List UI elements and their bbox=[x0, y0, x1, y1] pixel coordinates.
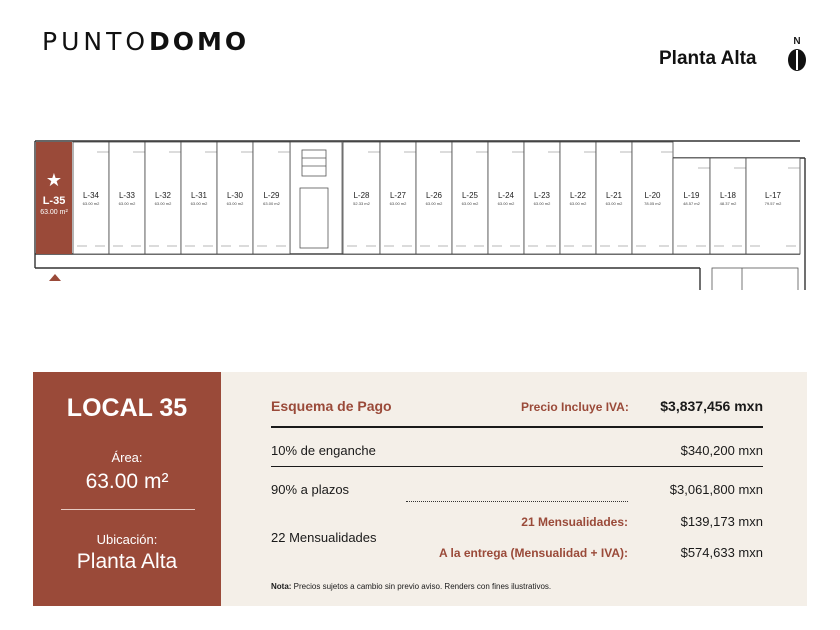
unit-l-23[interactable] bbox=[524, 142, 560, 254]
unit-area: 48.37 m2 bbox=[719, 201, 737, 206]
unit-area: 63.00 m2 bbox=[82, 201, 100, 206]
compass-label: N bbox=[793, 36, 801, 47]
unit-area: 63.00 m2 bbox=[118, 201, 136, 206]
down-payment-value: $340,200 mxn bbox=[680, 443, 763, 458]
area-value: 63.00 m² bbox=[85, 470, 169, 493]
unit-label: L-20 bbox=[644, 191, 661, 200]
installments-label: 22 Mensualidades bbox=[271, 530, 377, 545]
unit-area: 63.00 m2 bbox=[190, 201, 208, 206]
local-summary-panel bbox=[33, 372, 221, 606]
stair-core bbox=[290, 142, 342, 254]
unit-label: L-29 bbox=[263, 191, 280, 200]
unit-l-28[interactable] bbox=[343, 142, 380, 254]
star-icon: ★ bbox=[45, 170, 63, 190]
unit-area: 63.00 m2 bbox=[569, 201, 587, 206]
unit-l-32[interactable] bbox=[145, 142, 181, 254]
term-value: $3,061,800 mxn bbox=[669, 482, 763, 497]
unit-area: 63.00 m2 bbox=[263, 201, 280, 206]
price-value: $3,837,456 mxn bbox=[660, 398, 763, 414]
unit-l-21[interactable] bbox=[596, 142, 632, 254]
location-value: Planta Alta bbox=[76, 550, 178, 573]
unit-label: L-27 bbox=[389, 191, 407, 200]
header-rule bbox=[271, 426, 763, 428]
unit-l-34[interactable] bbox=[73, 142, 109, 254]
unit-l-22[interactable] bbox=[560, 142, 596, 254]
term-label: 90% a plazos bbox=[271, 482, 350, 497]
unit-area: 63.00 m2 bbox=[154, 201, 172, 206]
unit-area: 78.05 m2 bbox=[644, 201, 661, 206]
delivery-label: A la entrega (Mensualidad + IVA): bbox=[438, 546, 628, 560]
unit-l-33[interactable] bbox=[109, 142, 145, 254]
unit-label: L-31 bbox=[190, 191, 208, 200]
price-label: Precio Incluye IVA: bbox=[521, 400, 629, 414]
unit-label: L-25 bbox=[461, 191, 479, 200]
unit-l-19[interactable] bbox=[673, 158, 710, 254]
unit-area: 79.57 m2 bbox=[764, 201, 782, 206]
unit-label: L-22 bbox=[569, 191, 587, 200]
unit-l-25[interactable] bbox=[452, 142, 488, 254]
unit-area: 63.00 m² bbox=[40, 209, 68, 216]
down-payment-label: 10% de enganche bbox=[271, 443, 376, 458]
payment-panel bbox=[221, 372, 807, 606]
unit-l-31[interactable] bbox=[181, 142, 217, 254]
unit-area: 63.00 m2 bbox=[497, 201, 515, 206]
location-marker-icon bbox=[49, 274, 61, 281]
payment-scheme-label: Esquema de Pago bbox=[271, 398, 392, 414]
unit-label: L-30 bbox=[226, 191, 244, 200]
unit-l-20[interactable] bbox=[632, 142, 673, 254]
unit-area: 63.00 m2 bbox=[226, 201, 244, 206]
unit-l-24[interactable] bbox=[488, 142, 524, 254]
floor-plan-drawing bbox=[0, 130, 840, 290]
unit-label: L-18 bbox=[719, 191, 737, 200]
area-label: Área: bbox=[111, 450, 143, 465]
dotted-leader bbox=[406, 501, 628, 502]
unit-area: 63.00 m2 bbox=[425, 201, 443, 206]
unit-label: L-28 bbox=[353, 191, 370, 200]
unit-area: 63.00 m2 bbox=[605, 201, 623, 206]
local-title: LOCAL 35 bbox=[66, 394, 188, 422]
logo-text-light: PUNTO bbox=[42, 27, 150, 56]
delivery-value: $574,633 mxn bbox=[680, 545, 763, 560]
divider bbox=[61, 509, 195, 510]
unit-l-27[interactable] bbox=[380, 142, 416, 254]
disclaimer-note bbox=[271, 582, 551, 591]
unit-l-29[interactable] bbox=[253, 142, 290, 254]
unit-label: L-33 bbox=[118, 191, 136, 200]
unit-label: L-17 bbox=[764, 191, 782, 200]
unit-label: L-34 bbox=[82, 191, 100, 200]
unit-label: L-23 bbox=[533, 191, 551, 200]
location-label: Ubicación: bbox=[96, 532, 158, 547]
unit-l-26[interactable] bbox=[416, 142, 452, 254]
unit-l-17[interactable] bbox=[746, 158, 800, 254]
monthly-label: 21 Mensualidades: bbox=[521, 515, 628, 529]
row-rule bbox=[271, 466, 763, 467]
unit-area: 63.00 m2 bbox=[389, 201, 407, 206]
unit-label: L-21 bbox=[605, 191, 623, 200]
unit-highlighted[interactable] bbox=[36, 142, 72, 254]
note-label: Nota: bbox=[271, 582, 292, 591]
plan-title: Planta Alta bbox=[659, 48, 757, 69]
unit-area: 52.33 m2 bbox=[353, 201, 370, 206]
brand-logo bbox=[42, 27, 249, 56]
unit-label: L-32 bbox=[154, 191, 172, 200]
unit-label: L-26 bbox=[425, 191, 443, 200]
floor-plan bbox=[0, 130, 840, 290]
unit-label: L-35 bbox=[42, 195, 66, 207]
compass-icon bbox=[787, 48, 807, 72]
unit-label: L-19 bbox=[683, 191, 700, 200]
unit-l-30[interactable] bbox=[217, 142, 253, 254]
unit-l-18[interactable] bbox=[710, 158, 746, 254]
north-compass bbox=[786, 36, 808, 74]
unit-area: 63.00 m2 bbox=[533, 201, 551, 206]
unit-label: L-24 bbox=[497, 191, 515, 200]
unit-area: 48.57 m2 bbox=[683, 201, 700, 206]
logo-text-bold: DOMO bbox=[149, 27, 250, 56]
monthly-value: $139,173 mxn bbox=[680, 514, 763, 529]
unit-area: 63.00 m2 bbox=[461, 201, 479, 206]
lower-annex bbox=[712, 268, 798, 290]
note-text: Precios sujetos a cambio sin previo aviso. Renders con fines ilustrativos. bbox=[291, 582, 552, 591]
